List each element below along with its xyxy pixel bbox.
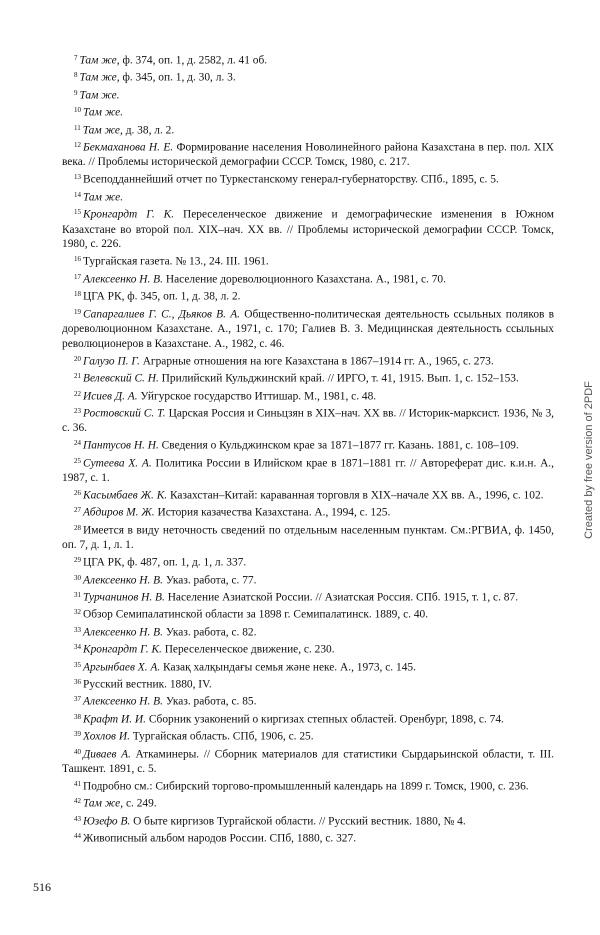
footnote-number: 28 [74,523,81,532]
footnote [62,812,554,829]
footnote [62,369,554,386]
footnote [62,170,554,187]
footnote-author: Велевский С. Н. [83,372,159,385]
footnote-author: Диваев А. [83,748,131,761]
footnote-number: 24 [74,439,81,448]
footnote-number: 32 [74,608,81,617]
footnote-text: ф. 345, оп. 1, д. 30, л. 3. [119,71,236,84]
footnote-text: Подробно см.: Сибирский торгово-промышленный календарь на 1899 г. Томск, 1900, с. 236. [83,780,529,793]
footnote [62,640,554,657]
footnote-author: Абдиров М. Ж. [83,506,155,519]
footnote-author: Бекмаханова Н. Е. [83,141,174,154]
footnote [62,588,554,605]
footnote-author: Галузо П. Г. [83,355,140,368]
footnote [62,675,554,692]
footnote-number: 31 [74,591,81,599]
footnote-text: с. 249. [123,797,157,810]
footnote-text: Указ. работа, с. 82. [163,626,257,639]
footnote-number: 13 [74,173,81,182]
footnote-number: 15 [74,208,81,217]
footnote-text: Аткаминеры. // Сборник материалов для статистики Сырдарьинской области, т. III. Ташкент. 1891, с. 5. [62,748,554,776]
footnote-author: Алексеенко Н. В. [83,695,163,708]
footnote-number: 12 [74,141,81,150]
footnote-number: 37 [74,695,81,704]
footnote-number: 25 [74,456,81,465]
footnote [62,605,554,622]
footnote-text: Политика России в Илийском крае в 1871–1881 гг. // Автореферат дис. к.и.н. А., 1987, с. 1. [62,457,555,485]
footnote-number: 16 [74,255,81,264]
watermark-text: Created by free version of 2PDF [583,381,595,539]
footnote-number: 14 [74,190,81,199]
footnote-author: Юзефо В. [83,815,131,828]
footnote-number: 36 [74,678,81,687]
footnote [62,727,554,744]
footnote-text: Сборник узаконений о киргизах степных областей. Оренбург, 1898, с. 74. [145,713,504,726]
footnote-text: Население дореволюционного Казахстана. А., 1981, с. 70. [163,273,446,286]
footnote-author: Исиев Д. А. [83,390,138,403]
footnote [62,454,554,486]
footnote-number: 19 [74,307,81,316]
footnote-author: Алексеенко Н. В. [83,626,163,639]
footnote-author: Алексеенко Н. В. [83,574,163,587]
footnote [62,51,554,68]
footnote-author: Кронгардт Г. К. [83,643,162,656]
footnote-text: д. 38, л. 2. [122,124,175,137]
footnote-number: 8 [74,71,78,80]
footnote-text: Казақ халқындағы семья және неке. А., 1973, с. 145. [160,661,416,674]
footnote [62,486,554,503]
footnote-number: 23 [74,407,81,416]
footnote [62,252,554,269]
footnote-text: Переселенческое движение, с. 230. [161,643,335,656]
footnote-text: Тургайская газета. № 13., 24. III. 1961. [83,255,269,268]
footnote-text: История казачества Казахстана. А., 1994, с. 125. [154,506,391,519]
page-number: 516 [33,880,51,894]
footnote-text: Обзор Семипалатинской области за 1898 г. Семипалатинск. 1889, с. 40. [83,608,429,621]
footnote-number: 33 [74,625,81,634]
footnote [62,188,554,205]
footnote-number: 41 [74,779,81,788]
footnote-author: Там же, [83,797,124,810]
footnote [62,553,554,570]
footnote-number: 40 [74,747,81,756]
footnote-text: О быте киргизов Тургайской области. // Русский вестник. 1880, № 4. [130,815,466,828]
footnote-author: Ростовский С. Т. [83,407,166,420]
footnote-author: Там же. [83,106,124,119]
footnote-number: 44 [74,832,81,841]
footnote [62,436,554,453]
footnote-number: 29 [74,556,81,565]
footnote [62,692,554,709]
footnote-author: Касымбаев Ж. К. [83,489,168,502]
footnote-text: ф. 374, оп. 1, д. 2582, л. 41 об. [119,54,268,67]
footnote-number: 10 [74,106,81,115]
footnote [62,710,554,727]
footnote-number: 17 [74,272,81,281]
footnote [62,138,554,170]
footnote-author: Там же, [79,54,120,67]
footnote [62,68,554,85]
footnote-author: Там же, [82,124,123,137]
footnote-number: 21 [74,372,81,381]
footnote [62,571,554,588]
footnote [62,205,554,252]
footnote [62,387,554,404]
footnote [62,352,554,369]
footnote-text: Всеподданнейший отчет по Туркестанскому генерал-губернаторству. СПб., 1895, с. 5. [83,173,499,186]
footnote-text: Царская Россия и Синьцзян в XIX–нач. XX вв. // Историк-марксист. 1936, № 3, с. 36. [62,407,554,435]
footnote-text: Сведения о Кульджинском крае за 1871–1877 гг. Казань. 1881, с. 108–109. [158,439,519,452]
footnote-text: Указ. работа, с. 77. [163,574,257,587]
footnote-text: Имеется в виду неточность сведений по отдельным населенным пунктам. См.:РГВИА, ф. 1450, оп. 7, д. 1, л. 1. [62,524,554,552]
footnote-text: Общественно-политическая деятельность ссыльных поляков в дореволюционном Казахстане. А., 1971, с. 170; Галиев В. З. Медицинская деятельность ссыльных революционеров в Казахстане. А., 1982, с. 46. [62,308,554,350]
footnote-number: 30 [74,573,81,582]
footnote-text: Указ. работа, с. 85. [163,695,257,708]
footnote-number: 38 [74,712,81,721]
footnote [62,270,554,287]
footnote [62,745,554,777]
footnote [62,287,554,304]
footnote-author: Кронгардт Г. К. [83,208,175,221]
footnote-text: Аграрные отношения на юге Казахстана в 1867–1914 гг. А., 1965, с. 273. [139,355,494,368]
footnote-number: 34 [74,643,81,652]
footnote [62,103,554,120]
footnote-text: Население Азиатской России. // Азиатская Россия. СПб. 1915, т. 1, с. 87. [164,591,519,604]
footnote-author: Сутеева Х. А. [83,457,152,470]
footnote [62,623,554,640]
footnote-number: 18 [74,290,81,299]
watermark [582,300,596,620]
footnote-number: 26 [74,489,81,498]
footnote-text: Прилийский Кульджинский край. // ИРГО, т. 41, 1915. Вып. 1, с. 152–153. [158,372,519,385]
footnote-author: Алексеенко Н. В. [83,273,163,286]
footnote-number: 22 [74,389,81,398]
footnote-number: 35 [74,660,81,669]
footnote [62,658,554,675]
footnote-author: Там же. [83,191,124,204]
footnote-number: 39 [74,730,81,739]
footnote-number: 7 [74,54,78,62]
footnote [62,794,554,811]
footnote-text: Формирование населения Новолинейного района Казахстана в пер. пол. XIX века. // Проблемы исторической демографии СССР. Томск, 1980, с. 217. [62,141,554,169]
footnote-author: Турчанинов Н. В. [83,591,165,604]
footnote-number: 42 [74,797,81,806]
footnote [62,121,554,138]
footnote [62,503,554,520]
footnote-text: Казахстан–Китай: караванная торговля в XIX–начале XX вв. А., 1996, с. 102. [167,489,544,502]
footnote-author: Сапаргалиев Г. С., Дьяков В. А. [83,308,241,321]
footnote-text: Тургайская область. СПб, 1906, с. 25. [129,730,314,743]
footnote-author: Крафт И. И. [83,713,146,726]
footnote-author: Там же, [79,71,120,84]
footnote-number: 11 [74,123,81,132]
footnote-author: Аргынбаев Х. А. [83,661,161,674]
footnote-author: Хохлов И. [83,730,130,743]
footnote-text: Русский вестник. 1880, IV. [83,678,212,691]
footnote-text: Уйгурское государство Иттишар. М., 1981, с. 48. [137,390,377,403]
footnote-text: Живописный альбом народов России. СПб, 1880, с. 327. [83,832,357,845]
footnote-number: 9 [74,88,78,97]
footnote-number: 27 [74,506,81,515]
footnote [62,404,554,436]
footnote [62,86,554,103]
footnote [62,305,554,352]
footnote-author: Пантусов Н. Н. [83,439,159,452]
footnote [62,521,554,553]
footnotes-list [62,51,554,847]
footnote-text: ЦГА РК, ф. 487, оп. 1, д. 1, л. 337. [83,556,247,569]
footnote-number: 43 [74,814,81,823]
footnote-author: Там же. [79,89,120,102]
footnote [62,777,554,794]
footnote-number: 20 [74,354,81,363]
footnote-text: ЦГА РК, ф. 345, оп. 1, д. 38, л. 2. [83,290,241,303]
footnote-text: Переселенческое движение и демографические изменения в Южном Казахстане во второй пол. XIX–нач. XX вв. // Проблемы исторической демографии СССР. Томск, 1980, с. 226. [62,208,554,251]
footnote [62,829,554,846]
